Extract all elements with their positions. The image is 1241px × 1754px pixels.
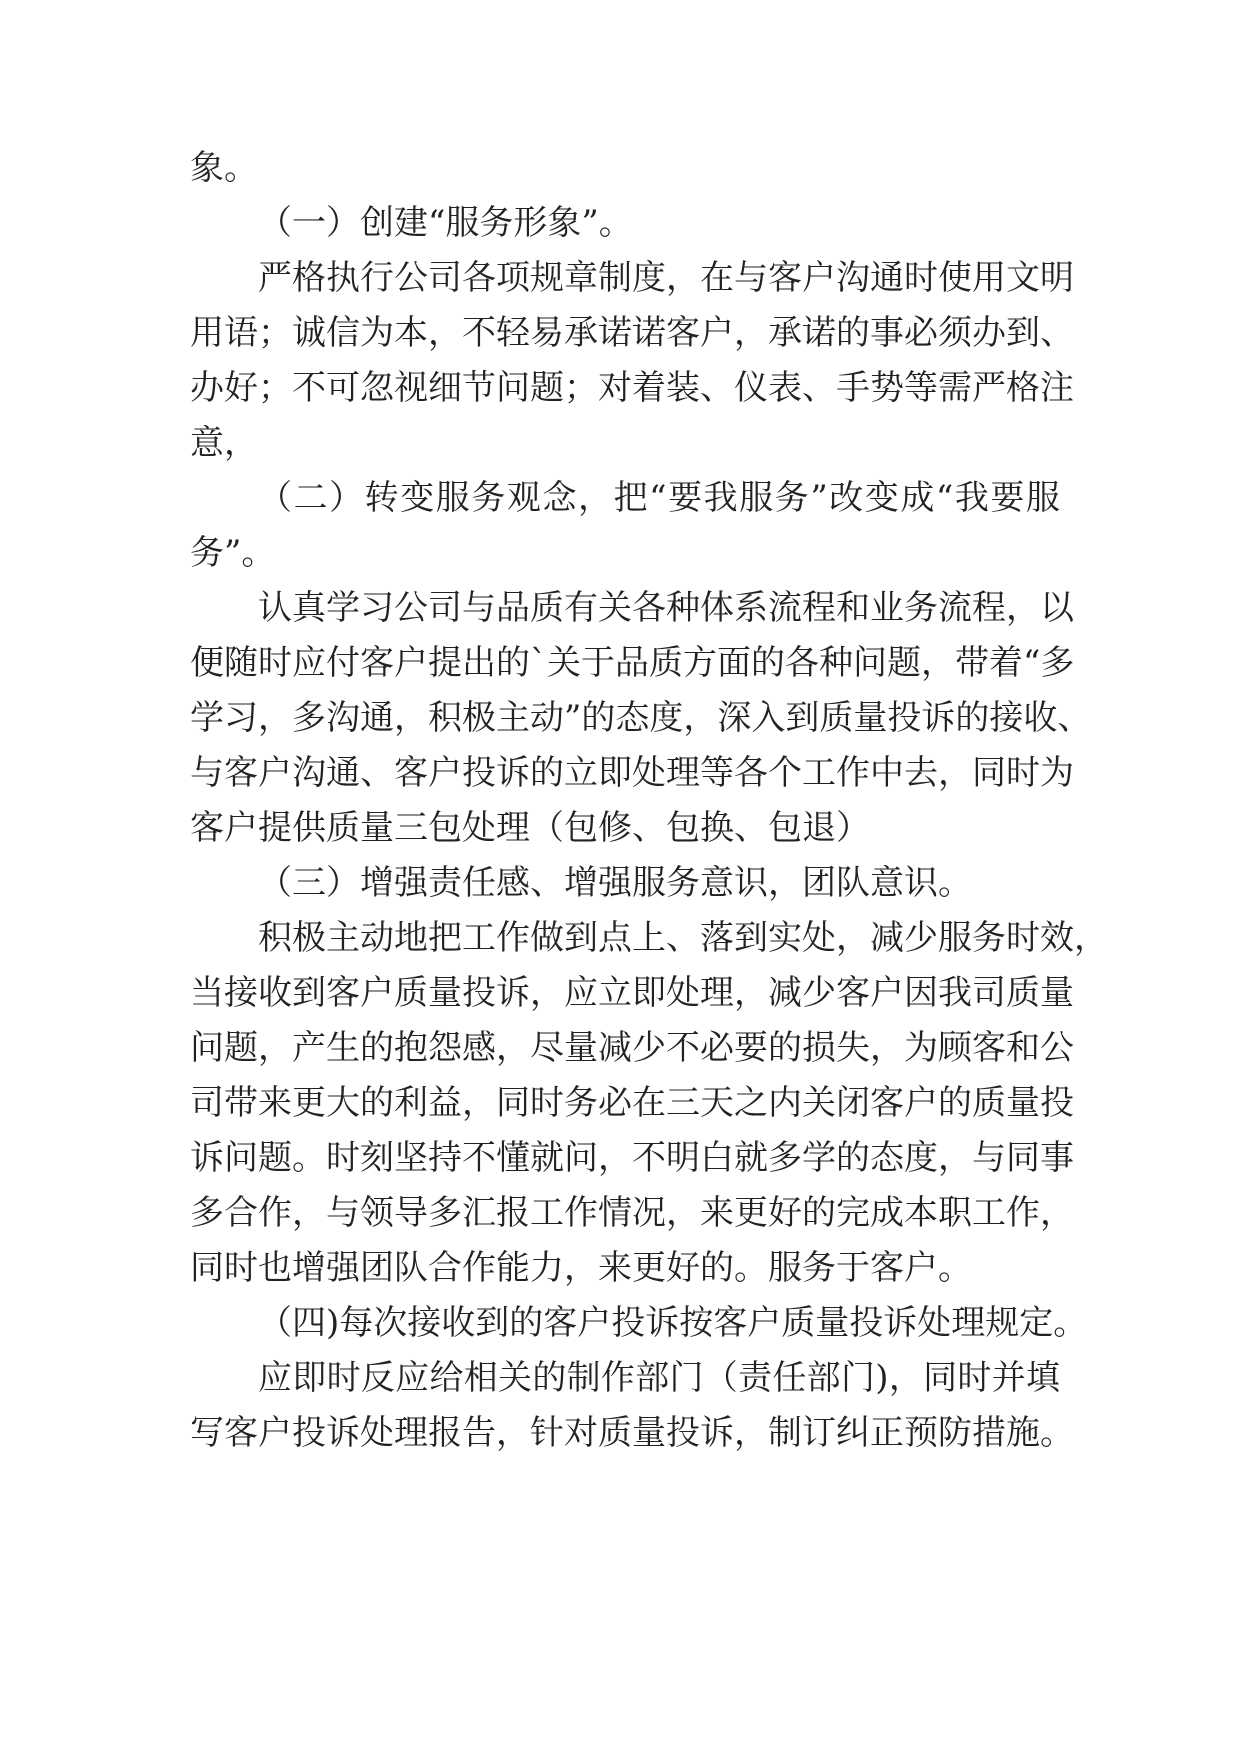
paragraph-line: 意， [190, 423, 258, 463]
paragraph-line: 当接收到客户质量投诉，应立即处理，减少客户因我司质量 [190, 973, 1074, 1013]
paragraph-line: 客户提供质量三包处理（包修、包换、包退） [190, 808, 870, 848]
paragraph-line: 认真学习公司与品质有关各种体系流程和业务流程，以 [258, 588, 1074, 628]
paragraph-line: 严格执行公司各项规章制度，在与客户沟通时使用文明 [258, 258, 1074, 298]
paragraph-line: 象。 [190, 148, 258, 188]
paragraph-line: 应即时反应给相关的制作部门（责任部门)，同时并填 [258, 1358, 1060, 1398]
paragraph-line: 与客户沟通、客户投诉的立即处理等各个工作中去，同时为 [190, 753, 1074, 793]
section-heading: （一）创建“服务形象”。 [258, 203, 633, 243]
paragraph-line: 写客户投诉处理报告，针对质量投诉，制订纠正预防措施。 [190, 1413, 1074, 1453]
paragraph-line: 用语；诚信为本，不轻易承诺诺客户，承诺的事必须办到、 [190, 313, 1074, 353]
section-heading: （二）转变服务观念，把“要我服务”改变成“我要服 [258, 478, 1060, 518]
paragraph-line: 务”。 [190, 533, 276, 573]
section-heading: （四)每次接收到的客户投诉按客户质量投诉处理规定。 [258, 1303, 1088, 1343]
paragraph-line: 积极主动地把工作做到点上、落到实处，减少服务时效， [258, 918, 1108, 958]
paragraph-line: 问题，产生的抱怨感，尽量减少不必要的损失，为顾客和公 [190, 1028, 1074, 1068]
section-heading: （三）增强责任感、增强服务意识，团队意识。 [258, 863, 972, 903]
paragraph-line: 司带来更大的利益，同时务必在三天之内关闭客户的质量投 [190, 1083, 1074, 1123]
paragraph-line: 学习，多沟通，积极主动”的态度，深入到质量投诉的接收、 [190, 698, 1092, 738]
paragraph-line: 便随时应付客户提出的`关于品质方面的各种问题，带着“多 [190, 643, 1075, 683]
paragraph-line: 诉问题。时刻坚持不懂就问，不明白就多学的态度，与同事 [190, 1138, 1074, 1178]
paragraph-line: 多合作，与领导多汇报工作情况，来更好的完成本职工作， [190, 1193, 1074, 1233]
paragraph-line: 办好；不可忽视细节问题；对着装、仪表、手势等需严格注 [190, 368, 1074, 408]
paragraph-line: 同时也增强团队合作能力，来更好的。服务于客户。 [190, 1248, 972, 1288]
